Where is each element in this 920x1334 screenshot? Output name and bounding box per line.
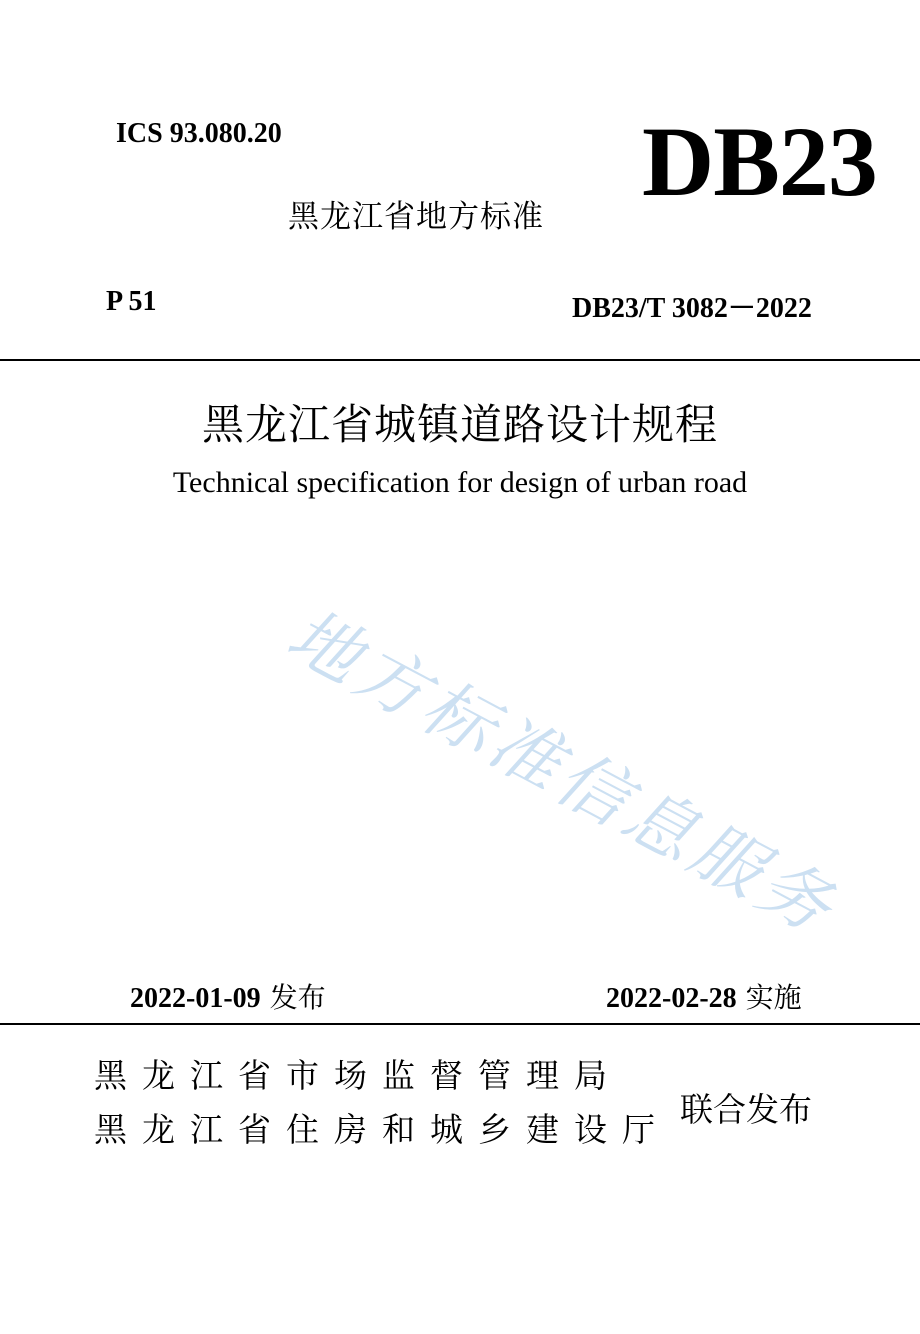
title-english: Technical specification for design of urban road [172, 466, 748, 499]
implement-date-line [606, 976, 802, 1016]
top-divider [0, 359, 920, 361]
implement-date: 2022-02-28 [606, 983, 737, 1014]
title-chinese: 黑龙江省城镇道路设计规程 [201, 400, 718, 449]
watermark: 地方标准信息服务 [274, 593, 850, 952]
issue-date: 2022-01-09 [130, 983, 261, 1014]
db-logo: DB23 [642, 106, 877, 217]
ics-code: ICS 93.080.20 [116, 118, 282, 149]
issuer-market-regulation: 黑龙江省市场监督管理局 [94, 1056, 622, 1095]
issuer-housing-construction: 黑龙江省住房和城乡建设厅 [94, 1110, 670, 1149]
implement-label: 实施 [745, 981, 802, 1014]
joint-issue-label: 联合发布 [680, 1090, 812, 1129]
bottom-divider [0, 1023, 920, 1025]
standard-number: DB23/T 3082－2022 [572, 293, 812, 324]
standard-type: 黑龙江省地方标准 [288, 199, 544, 235]
issue-label: 发布 [269, 981, 326, 1014]
classification-code: P 51 [106, 286, 157, 317]
issue-date-line [130, 976, 326, 1016]
